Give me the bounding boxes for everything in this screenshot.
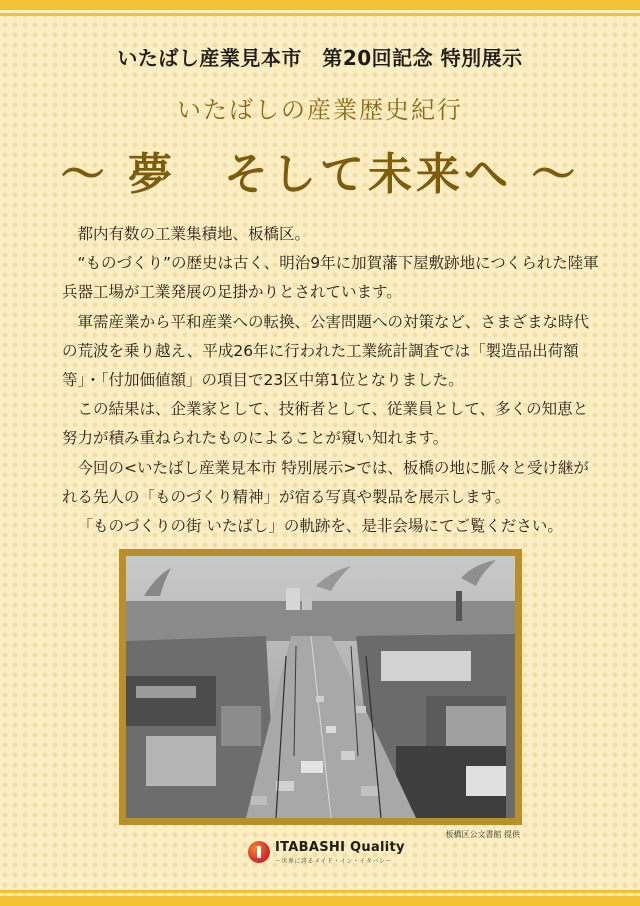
photo-frame bbox=[119, 549, 522, 825]
paragraph: 「ものづくりの街 いたばし」の軌跡を、是非会場にてご覧ください。 bbox=[77, 517, 563, 536]
photo-credit: 板橋区公文書館 提供 bbox=[445, 830, 520, 839]
itabashi-quality-logo bbox=[248, 836, 405, 868]
paragraph: 今回の<いたばし産業見本市 特別展示>では、板橋の地に脈々と受け継がれる先人の「ものづくり精神」が宿る写真や製品を展示します。 bbox=[62, 458, 589, 506]
event-title: いたばし産業見本市 第20回記念 特別展示 bbox=[117, 46, 523, 70]
itabashi-quality-logo-icon bbox=[248, 841, 270, 863]
city-street-photo-illustration bbox=[126, 556, 515, 818]
main-title: ～ 夢 そして未来へ ～ bbox=[60, 149, 580, 200]
logo-tagline: ～世界に誇るメイド・イン・イタバシ～ bbox=[275, 857, 392, 865]
bottom-band bbox=[0, 896, 640, 906]
logo-name: ITABASHI Quality bbox=[275, 839, 405, 855]
paragraph: この結果は、企業家として、技術者として、従業員として、多くの知恵と努力が積み重ねられたものによることが窺い知れます。 bbox=[62, 400, 589, 448]
bottom-divider bbox=[0, 890, 640, 893]
top-divider bbox=[0, 13, 640, 16]
historical-city-photo bbox=[126, 556, 515, 818]
paragraph: “ものづくり”の歴史は古く、明治9年に加賀藩下屋敷跡地につくられた陸軍兵器工場が工業発展の足掛かりとされています。 bbox=[62, 254, 599, 302]
subtitle: いたばしの産業歴史紀行 bbox=[177, 96, 463, 124]
paragraph: 軍需産業から平和産業への転換、公害問題への対策など、さまざまな時代の荒波を乗り越え、平成26年に行われた工業統計調査では「製造品出荷額等」・「付加価値額」の項目で23区中第1位となりました。 bbox=[62, 312, 590, 390]
body-text bbox=[62, 220, 602, 541]
top-band bbox=[0, 0, 640, 10]
paragraph: 都内有数の工業集積地、板橋区。 bbox=[77, 225, 311, 243]
